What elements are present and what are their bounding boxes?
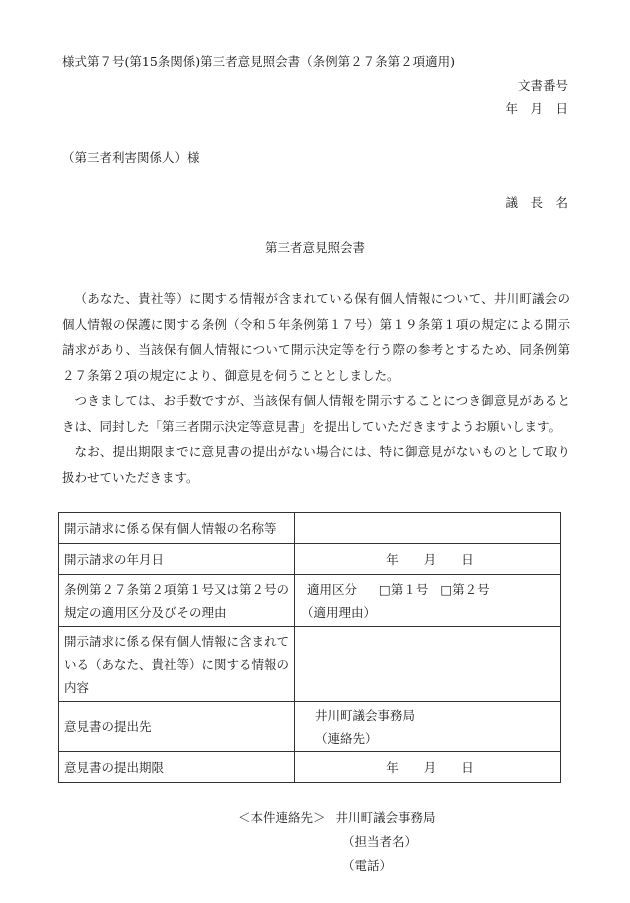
- contact-phone: （電話）: [342, 858, 393, 873]
- option-item2-checkbox: □第２号: [440, 581, 490, 597]
- form-number: 様式第７号(第15条関係)第三者意見照会書（条例第２７条第２項適用): [62, 54, 456, 69]
- submit-office: 井川町議会事務局: [315, 707, 416, 723]
- table-label-line: 開示請求に係る保有個人情報に含まれて: [64, 633, 290, 649]
- reason-label: （適用理由）: [301, 604, 377, 620]
- option-item1-checkbox: □第１号: [379, 581, 429, 597]
- table-value-category: [295, 575, 561, 627]
- table-row: [59, 575, 561, 627]
- document-date: 年 月 日: [505, 101, 568, 116]
- table-value-submit-to: [295, 702, 561, 752]
- contact-block: [238, 806, 436, 878]
- body-paragraph-3: なお、提出期限までに意見書の提出がない場合には、特に御意見がないものとして取り扱わせていただきます。: [62, 444, 570, 485]
- table-label-submit-to: 意見書の提出先: [59, 702, 295, 752]
- document-title: 第三者意見照会書: [264, 240, 365, 255]
- contact-row: [238, 806, 436, 830]
- table-value-info-name: [295, 513, 561, 544]
- info-table: [58, 512, 561, 783]
- table-label-request-date: 開示請求の年月日: [59, 544, 295, 575]
- submit-contact: （連絡先）: [315, 730, 378, 746]
- table-value-info-content: [295, 627, 561, 702]
- contact-office: 井川町議会事務局: [335, 810, 436, 825]
- table-label-info-name: 開示請求に係る保有個人情報の名称等: [59, 513, 295, 544]
- table-label-info-content: [59, 627, 295, 702]
- contact-person: （担当者名）: [342, 834, 418, 849]
- table-label-line: 規定の適用区分及びその理由: [64, 604, 227, 620]
- table-label-line: 内容: [64, 679, 90, 695]
- body-text: [62, 286, 570, 490]
- table-value-deadline: 年 月 日: [295, 752, 561, 783]
- document-number: 文書番号: [517, 78, 568, 93]
- body-paragraph-2: つきましては、お手数ですが、当該保有個人情報を開示することにつき御意見があるときは、同封した「第三者開示決定等意見書」を提出していただきますようお願いします。: [62, 393, 570, 434]
- category-label: 適用区分: [307, 581, 358, 597]
- table-row: [59, 513, 561, 544]
- table-label-line: いる（あなた、貴社等）に関する情報の: [64, 656, 290, 672]
- category-line: [307, 578, 560, 601]
- table-row: [59, 702, 561, 752]
- table-row: [59, 544, 561, 575]
- table-label-category: [59, 575, 295, 627]
- table-row: [59, 752, 561, 783]
- table-label-line: 条例第２７条第２項第１号又は第２号の: [64, 581, 290, 597]
- contact-label: ＜本件連絡先＞: [238, 810, 326, 825]
- table-value-request-date: 年 月 日: [295, 544, 561, 575]
- body-paragraph-1: （あなた、貴社等）に関する情報が含まれている保有個人情報について、井川町議会の個人情報の保護に関する条例（令和５年条例第１７号）第１９条第１項の規定による開示請求があり、当該保有個人情報について開示決定等を行う際の参考とするため、同条例第２７条第２項の規定により、御意見を伺うこととしました。: [62, 291, 570, 383]
- table-label-deadline: 意見書の提出期限: [59, 752, 295, 783]
- sender-name: 議 長 名: [505, 195, 568, 210]
- table-row: [59, 627, 561, 702]
- addressee: （第三者利害関係人）様: [62, 150, 200, 165]
